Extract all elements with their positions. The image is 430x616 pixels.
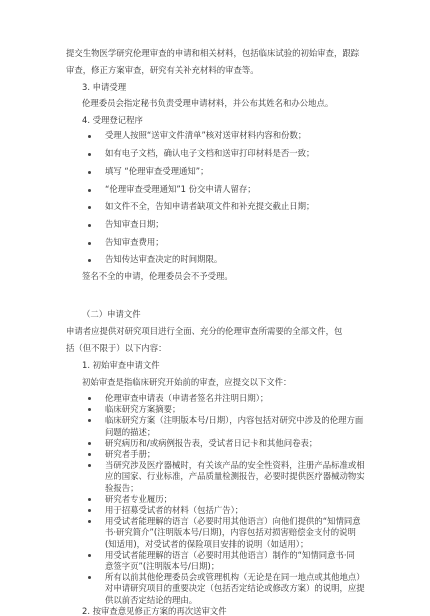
bullet-icon	[88, 464, 91, 467]
section-heading-3: 3. 申请受理	[82, 82, 127, 92]
list-item-continued: 问题的描述；	[105, 426, 156, 437]
bullet-icon	[88, 397, 91, 400]
bullet-icon	[88, 259, 91, 262]
bullet-icon	[88, 509, 91, 512]
list-item: 当研究涉及医疗器械时，有关该产品的安全性资料，注册产品标准或相	[105, 460, 365, 471]
section-2-intro-line-1: 申请者应提供对研究项目进行全面、充分的伦理审查所需要的全部文件，包	[66, 326, 343, 336]
list-item-continued: 对申请研究项目的重要决定（包括否定结论或修改方案）的说明，应提	[105, 583, 365, 594]
paragraph-3: 伦理委员会指定秘书负责受理申请材料，并公布其姓名和办公地点。	[82, 98, 334, 108]
bullet-icon	[88, 408, 91, 411]
bullet-icon	[88, 498, 91, 501]
section-heading-4: 4. 受理登记程序	[82, 115, 143, 125]
bullet-icon	[88, 171, 91, 174]
list-item: 临床研究方案摘要；	[105, 404, 181, 415]
list-item: 伦理审查申请表（申请者签名并注明日期）；	[105, 393, 269, 403]
bullet-icon	[88, 419, 91, 422]
list-item: 告知传达审查决定的时间期限。	[105, 254, 223, 264]
list-item: 告知审查费用；	[105, 237, 164, 247]
list-item: 临床研究方案（注明版本号/日期），内容包括对研究中涉及的伦理方面	[105, 415, 364, 426]
list-item: 如有电子文档，确认电子文档和送审打印材料是否一致；	[105, 148, 315, 158]
list-item: 用受试者能理解的语言（必要时用其他语言）向他们提供的“知情同意	[105, 516, 361, 527]
intro-line-1: 提交生物医学研究伦理审查的申请和相关材料，包括临床试验的初始审查，跟踪	[66, 48, 360, 58]
list-item-continued: 供以前否定结论的理由。	[105, 594, 198, 605]
intro-line-2: 审查，修正方案审查，研究有关补充材料的审查等。	[66, 65, 259, 75]
list-item: 研究者手册；	[105, 449, 156, 459]
bullet-icon	[88, 442, 91, 445]
bullet-icon	[88, 520, 91, 523]
section-2-intro-line-2: 括（但不限于）以下内容：	[66, 343, 167, 353]
bullet-icon	[88, 224, 91, 227]
bullet-icon	[88, 153, 91, 156]
list-item-continued: 意签字页”(注明版本号/日期)；	[105, 561, 220, 571]
list-item: 受理人按照“送审文件清单”核对送审材料内容和份数；	[105, 130, 307, 140]
list-item: 所有以前其他伦理委员会或管理机构（无论是在同一地点或其他地点）	[105, 572, 365, 583]
bullet-icon	[88, 242, 91, 245]
bullet-icon	[88, 576, 91, 579]
list-item-continued: (知适用)，对受试者的保险项目安排的说明（如适用）；	[105, 538, 309, 549]
list-item: 研究者专业履历；	[105, 493, 172, 504]
bullet-icon	[88, 453, 91, 456]
list-item: “伦理审查受理通知”1 份交申请人留存；	[105, 184, 256, 194]
closing-note: 签名不全的申请，伦理委员会不予受理。	[82, 271, 233, 281]
subheading-initial-review: 1. 初始审查申请文件	[82, 360, 160, 370]
list-item: 填写 “伦理审查受理通知”；	[105, 166, 209, 176]
list-item: 如文件不全，告知申请者缺项文件和补充提交截止日期；	[105, 201, 315, 211]
list-item: 用受试者能理解的语言（必要时用其他语言）制作的“知情同意书·同	[105, 549, 355, 560]
list-item: 研究病历和/或病例报告表，受试者日记卡和其他问卷表；	[105, 437, 318, 448]
list-item-continued: 应的国家、行业标准，产品质量检测报告，必要时提供医疗器械动物实	[105, 471, 365, 482]
list-item: 告知审查日期；	[105, 219, 164, 229]
bullet-icon	[88, 206, 91, 209]
list-item: 用于招募受试者的材料（包括广告）；	[105, 505, 244, 515]
bullet-icon	[88, 554, 91, 557]
section-heading-2: （二）申请文件	[82, 309, 141, 319]
list-item-continued: 书·研究简介”(注明版本号/日期)，内容包括对损害赔偿金支付的说明	[105, 527, 356, 538]
list-item-continued: 验报告；	[105, 482, 139, 493]
initial-review-description: 初始审查是指临床研究开始前的审查，应提交以下文件：	[82, 377, 292, 387]
subheading-resubmission: 2. 按审查意见修正方案的再次送审文件	[82, 605, 227, 616]
bullet-icon	[88, 135, 91, 138]
bullet-icon	[88, 189, 91, 192]
